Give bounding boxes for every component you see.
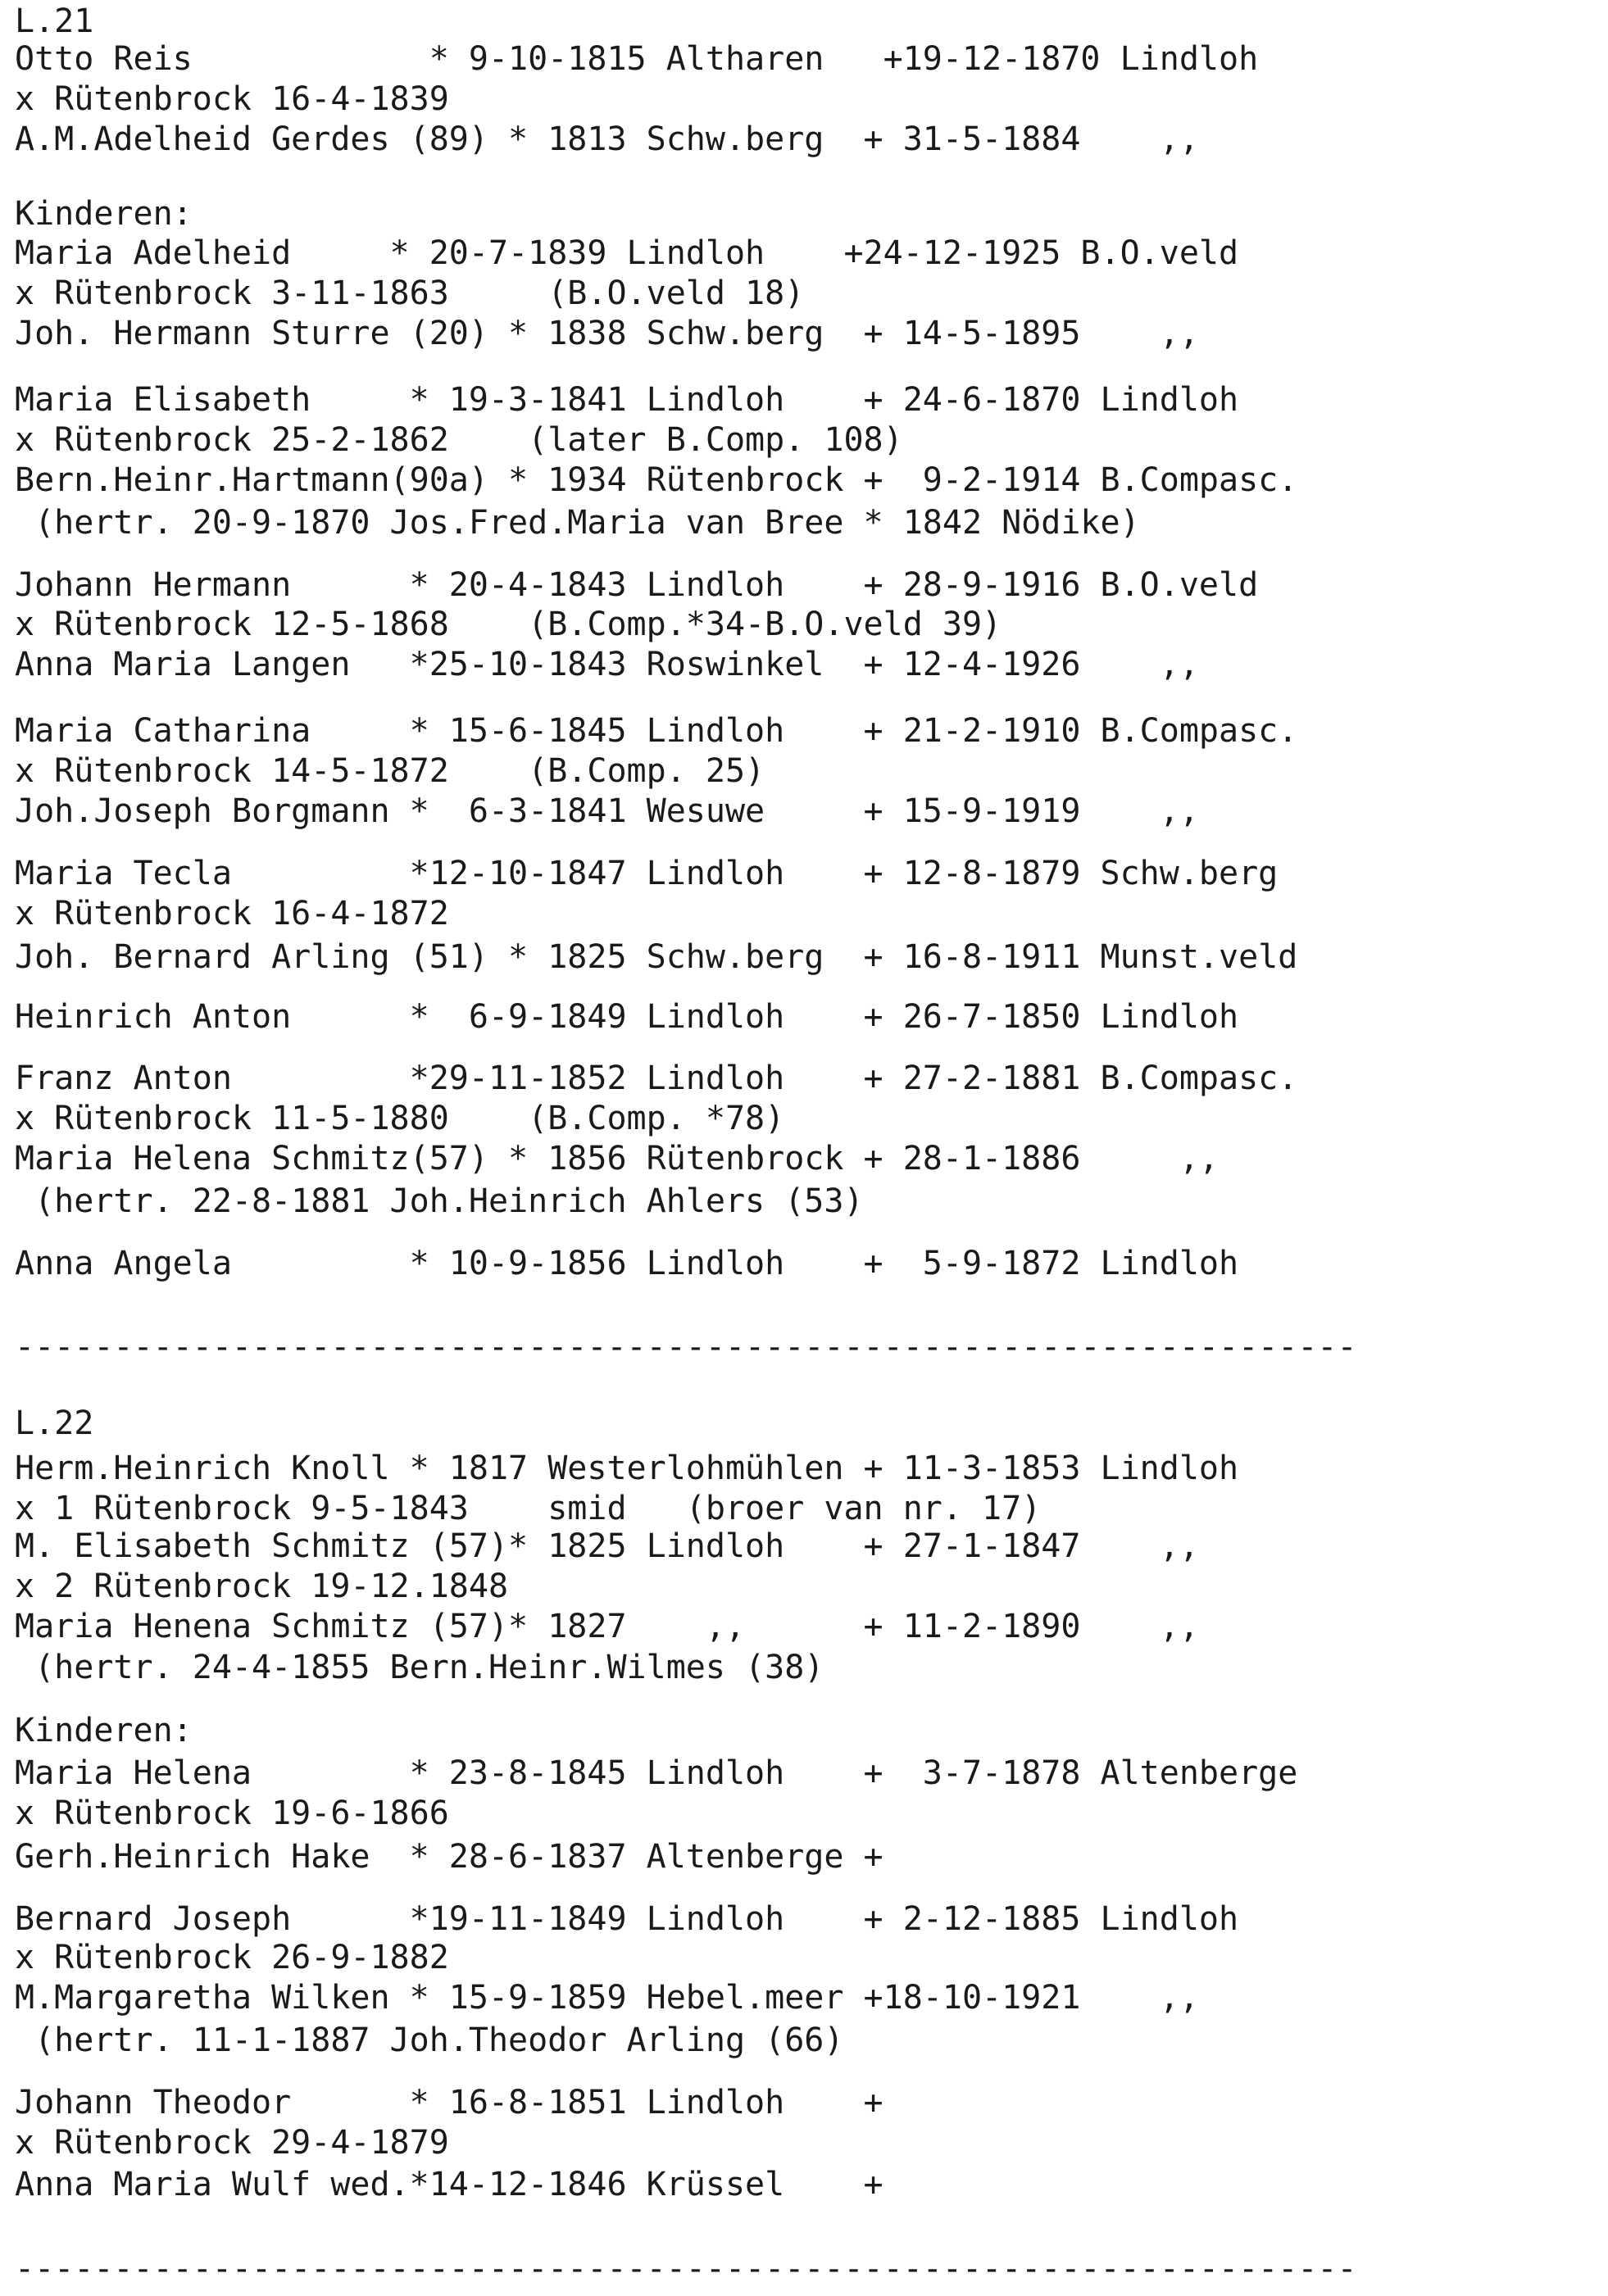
child-line: x Rütenbrock 11-5-1880 (B.Comp. *78) [15, 1100, 785, 1137]
children-heading: Kinderen: [15, 195, 193, 233]
family-line: x 1 Rütenbrock 9-5-1843 smid (broer van nr. 17) [15, 1490, 1042, 1527]
child-line: x Rütenbrock 3-11-1863 (B.O.veld 18) [15, 275, 805, 312]
child-line: (hertr. 20-9-1870 Jos.Fred.Maria van Bree * 1842 Nödike) [15, 504, 1140, 542]
child-line: Maria Helena Schmitz(57) * 1856 Rütenbrock + 28-1-1886 ,, [15, 1140, 1220, 1177]
child-line: Johann Hermann * 20-4-1843 Lindloh + 28-9-1916 B.O.veld [15, 566, 1259, 604]
children-heading: Kinderen: [15, 1712, 193, 1749]
child-line: (hertr. 22-8-1881 Joh.Heinrich Ahlers (53) [15, 1182, 864, 1220]
section-separator: -------------------------------------------------------------------- [15, 2250, 1357, 2288]
child-line: Bernard Joseph *19-11-1849 Lindloh + 2-12-1885 Lindloh [15, 1900, 1239, 1938]
child-line: (hertr. 11-1-1887 Joh.Theodor Arling (66) [15, 2021, 844, 2059]
child-line: Joh.Joseph Borgmann * 6-3-1841 Wesuwe + 15-9-1919 ,, [15, 792, 1199, 830]
family-line: x Rütenbrock 16-4-1839 [15, 80, 449, 118]
child-line: Maria Elisabeth * 19-3-1841 Lindloh + 24-6-1870 Lindloh [15, 381, 1239, 419]
section-id-l21: L.21 [15, 2, 94, 40]
family-line: x 2 Rütenbrock 19-12.1848 [15, 1568, 509, 1605]
child-line: Johann Theodor * 16-8-1851 Lindloh + [15, 2084, 883, 2121]
child-line: x Rütenbrock 12-5-1868 (B.Comp.*34-B.O.veld 39) [15, 606, 1002, 643]
child-line: Bern.Heinr.Hartmann(90a) * 1934 Rütenbrock + 9-2-1914 B.Compasc. [15, 461, 1298, 499]
child-line: Franz Anton *29-11-1852 Lindloh + 27-2-1881 B.Compasc. [15, 1060, 1298, 1097]
child-line: Joh. Hermann Sturre (20) * 1838 Schw.berg + 14-5-1895 ,, [15, 315, 1199, 352]
child-line: M.Margaretha Wilken * 15-9-1859 Hebel.meer +18-10-1921 ,, [15, 1979, 1199, 2017]
child-line: Anna Angela * 10-9-1856 Lindloh + 5-9-1872 Lindloh [15, 1245, 1239, 1282]
family-line: A.M.Adelheid Gerdes (89) * 1813 Schw.berg + 31-5-1884 ,, [15, 120, 1199, 158]
child-line: Gerh.Heinrich Hake * 28-6-1837 Altenberge + [15, 1838, 883, 1876]
section-id-l22: L.22 [15, 1404, 94, 1442]
child-line: Heinrich Anton * 6-9-1849 Lindloh + 26-7-1850 Lindloh [15, 998, 1239, 1036]
child-line: x Rütenbrock 29-4-1879 [15, 2124, 449, 2162]
family-line: Herm.Heinrich Knoll * 1817 Westerlohmühlen + 11-3-1853 Lindloh [15, 1450, 1239, 1487]
family-line: M. Elisabeth Schmitz (57)* 1825 Lindloh + 27-1-1847 ,, [15, 1527, 1199, 1565]
family-line: Maria Henena Schmitz (57)* 1827 ,, + 11-2-1890 ,, [15, 1608, 1199, 1645]
family-line: (hertr. 24-4-1855 Bern.Heinr.Wilmes (38) [15, 1649, 824, 1686]
child-line: x Rütenbrock 26-9-1882 [15, 1939, 449, 1976]
child-line: Maria Helena * 23-8-1845 Lindloh + 3-7-1878 Altenberge [15, 1754, 1298, 1792]
child-line: Anna Maria Wulf wed.*14-12-1846 Krüssel + [15, 2166, 883, 2203]
child-line: x Rütenbrock 16-4-1872 [15, 895, 449, 932]
child-line: x Rütenbrock 25-2-1862 (later B.Comp. 108) [15, 421, 903, 459]
child-line: Anna Maria Langen *25-10-1843 Roswinkel + 12-4-1926 ,, [15, 646, 1199, 683]
child-line: Maria Catharina * 15-6-1845 Lindloh + 21-2-1910 B.Compasc. [15, 712, 1298, 750]
child-line: Maria Tecla *12-10-1847 Lindloh + 12-8-1879 Schw.berg [15, 855, 1279, 892]
section-separator: -------------------------------------------------------------------- [15, 1328, 1357, 1366]
child-line: Maria Adelheid * 20-7-1839 Lindloh +24-12-1925 B.O.veld [15, 234, 1239, 272]
child-line: x Rütenbrock 19-6-1866 [15, 1795, 449, 1832]
family-line: Otto Reis * 9-10-1815 Altharen +19-12-1870 Lindloh [15, 40, 1259, 78]
child-line: Joh. Bernard Arling (51) * 1825 Schw.berg + 16-8-1911 Munst.veld [15, 938, 1298, 976]
child-line: x Rütenbrock 14-5-1872 (B.Comp. 25) [15, 752, 765, 790]
